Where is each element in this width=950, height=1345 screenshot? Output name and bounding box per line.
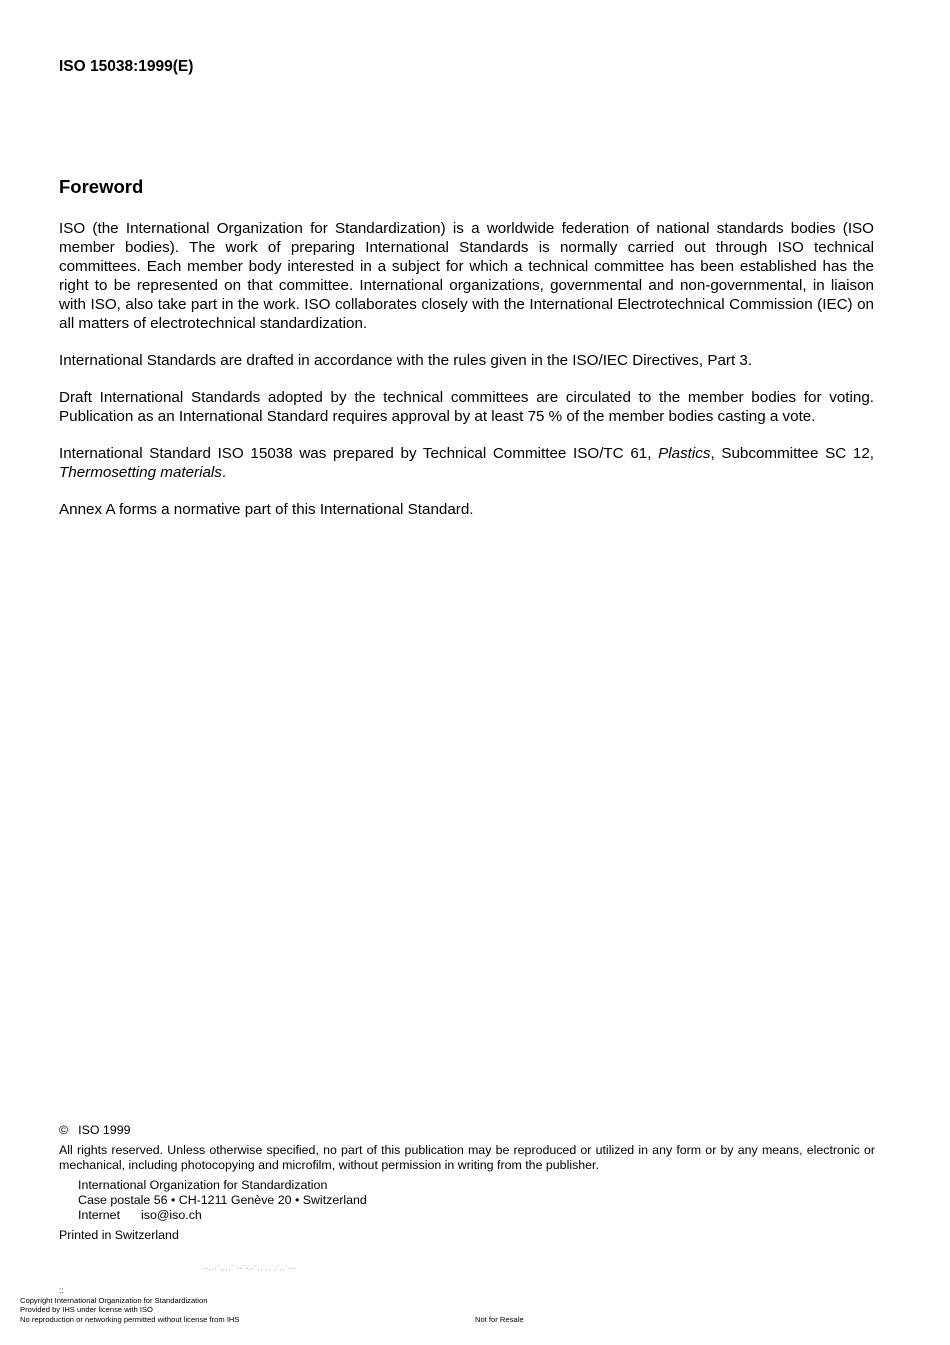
- footer-no-reproduction: No reproduction or networking permitted without license from IHS: [20, 1315, 240, 1324]
- paragraph-directives: International Standards are drafted in accordance with the rules given in the ISO/IEC Directives, Part 3.: [59, 352, 753, 369]
- sc-name: Thermosetting materials: [59, 464, 222, 481]
- internet-email[interactable]: iso@iso.ch: [141, 1208, 202, 1222]
- paragraph-annex: Annex A forms a normative part of this International Standard.: [59, 501, 474, 518]
- paragraph-voting: Draft International Standards adopted by the technical committees are circulated to the member bodies for voting. Publication as an International Standard requires approval by at least 75 % of the member bodies casting a vote.: [59, 389, 874, 425]
- publisher-postal: Case postale 56 • CH-1211 Genève 20 • Switzerland: [78, 1193, 367, 1207]
- paragraph-iso-intro: ISO (the International Organization for Standardization) is a worldwide federation of national standards bodies (ISO member bodies). The work of preparing International Standards is normally carried out through ISO technical committees. Each member body interested in a subject for which a technical committee has been established has the right to be represented on that committee. International organizations, governmental and non-governmental, in liaison with ISO, also take part in the work. ISO collaborates closely with the International Electrotechnical Commission (IEC) on all matters of electrotechnical standardization.: [59, 220, 874, 332]
- footer-copyright: Copyright International Organization for Standardization: [20, 1296, 208, 1305]
- footer-marks: ::: [59, 1286, 64, 1295]
- foreword-heading: Foreword: [59, 176, 144, 197]
- footer-license: Provided by IHS under license with ISO: [20, 1305, 153, 1314]
- copyright-line: [59, 1123, 875, 1138]
- copyright-symbol: ©: [59, 1123, 69, 1137]
- rights-statement: All rights reserved. Unless otherwise specified, no part of this publication may be reproduced or utilized in any form or by any means, electronic or mechanical, including photocopying and microfilm, without permission in writing from the publisher.: [59, 1143, 875, 1172]
- document-id: ISO 15038:1999(E): [59, 58, 194, 75]
- copyright-year: ISO 1999: [78, 1123, 131, 1137]
- internet-label: Internet: [78, 1208, 121, 1222]
- committee-text-mid: , Subcommittee SC 12,: [710, 445, 874, 462]
- scan-noise: --,,-`,,,,``--`-,-`,,`,,`,`,,`---: [203, 1266, 298, 1272]
- committee-text-lead: International Standard ISO 15038 was prepared by Technical Committee ISO/TC 61,: [59, 445, 659, 462]
- publisher-org: International Organization for Standardization: [78, 1178, 328, 1192]
- paragraph-committee: [59, 444, 874, 482]
- publisher-internet: [78, 1208, 367, 1223]
- not-for-resale: Not for Resale: [475, 1315, 524, 1324]
- committee-text-end: .: [221, 464, 227, 481]
- publisher-address: [78, 1178, 367, 1223]
- printed-in: Printed in Switzerland: [59, 1228, 179, 1242]
- tc-name: Plastics: [658, 445, 711, 462]
